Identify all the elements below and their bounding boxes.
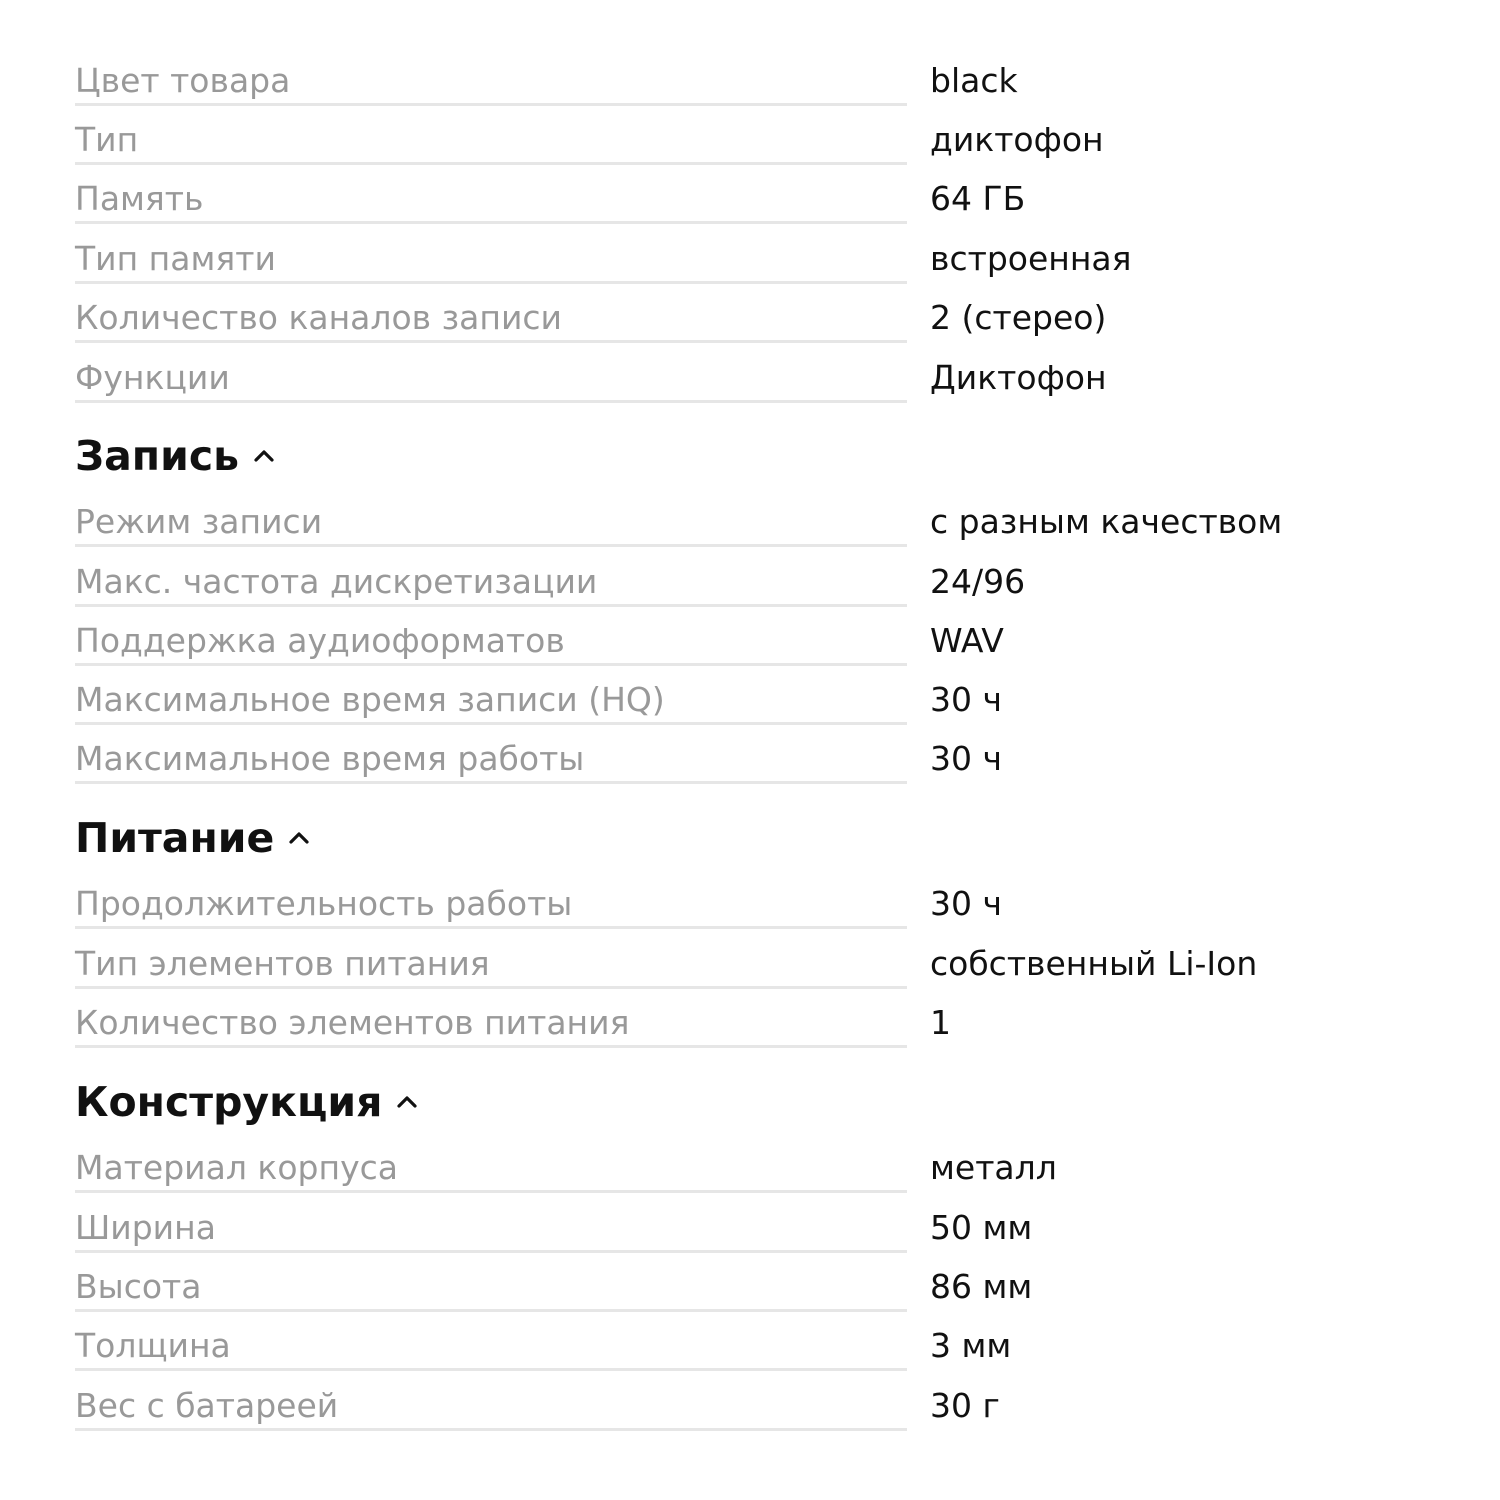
leader-line xyxy=(75,1368,907,1371)
spec-row-functions xyxy=(75,353,1425,403)
spec-row-body-material xyxy=(75,1143,1425,1193)
spec-label: Вес с батареей xyxy=(75,1386,360,1426)
spec-label: Тип элементов питания xyxy=(75,944,512,984)
spec-value: диктофон xyxy=(930,120,1104,159)
spec-value: 2 (стерео) xyxy=(930,298,1107,337)
spec-value: 30 г xyxy=(930,1386,1000,1425)
spec-row-memory xyxy=(75,174,1425,224)
chevron-up-icon xyxy=(251,446,277,466)
spec-value: 1 xyxy=(930,1003,951,1042)
spec-value: металл xyxy=(930,1148,1057,1187)
leader-line xyxy=(75,722,907,725)
spec-value: 24/96 xyxy=(930,562,1026,601)
spec-value: Диктофон xyxy=(930,358,1107,397)
leader-line xyxy=(75,1190,907,1193)
spec-row-thickness xyxy=(75,1321,1425,1371)
leader-line xyxy=(75,1250,907,1253)
spec-label: Материал корпуса xyxy=(75,1148,420,1188)
spec-row-audio-formats xyxy=(75,616,1425,666)
spec-value: black xyxy=(930,61,1018,100)
section-title: Питание xyxy=(75,814,275,862)
spec-row-sampling-rate xyxy=(75,557,1425,607)
spec-value: 30 ч xyxy=(930,884,1002,923)
chevron-up-icon xyxy=(394,1092,420,1112)
spec-row-width xyxy=(75,1203,1425,1253)
spec-row-record-mode xyxy=(75,497,1425,547)
spec-value: 3 мм xyxy=(930,1326,1012,1365)
leader-line xyxy=(75,1309,907,1312)
spec-value: встроенная xyxy=(930,239,1132,278)
spec-row-type xyxy=(75,115,1425,165)
spec-row-memory-type xyxy=(75,234,1425,284)
leader-line xyxy=(75,544,907,547)
leader-line xyxy=(75,604,907,607)
spec-value: собственный Li-Ion xyxy=(930,944,1258,983)
leader-line xyxy=(75,221,907,224)
spec-label: Толщина xyxy=(75,1326,253,1366)
leader-line xyxy=(75,281,907,284)
spec-label: Количество каналов записи xyxy=(75,298,584,338)
spec-row-battery-life xyxy=(75,879,1425,929)
leader-line xyxy=(75,400,907,403)
spec-value: 64 ГБ xyxy=(930,179,1026,218)
leader-line xyxy=(75,1045,907,1048)
spec-label: Поддержка аудиоформатов xyxy=(75,621,587,661)
spec-value: 50 мм xyxy=(930,1208,1033,1247)
spec-value: с разным качеством xyxy=(930,502,1283,541)
spec-label: Максимальное время работы xyxy=(75,739,606,779)
spec-label: Высота xyxy=(75,1267,223,1307)
spec-row-weight xyxy=(75,1381,1425,1431)
leader-line xyxy=(75,986,907,989)
spec-value: 30 ч xyxy=(930,739,1002,778)
spec-label: Память xyxy=(75,179,225,219)
spec-label: Количество элементов питания xyxy=(75,1003,651,1043)
section-title: Конструкция xyxy=(75,1078,383,1126)
spec-row-battery-type xyxy=(75,939,1425,989)
leader-line xyxy=(75,1428,907,1431)
leader-line xyxy=(75,162,907,165)
leader-line xyxy=(75,663,907,666)
spec-value: 86 мм xyxy=(930,1267,1033,1306)
leader-line xyxy=(75,340,907,343)
section-toggle-power[interactable] xyxy=(75,812,312,864)
leader-line xyxy=(75,926,907,929)
leader-line xyxy=(75,781,907,784)
spec-row-battery-count xyxy=(75,998,1425,1048)
section-title: Запись xyxy=(75,432,240,480)
section-toggle-recording[interactable] xyxy=(75,430,277,482)
spec-label: Тип xyxy=(75,120,160,160)
spec-value: 30 ч xyxy=(930,680,1002,719)
chevron-up-icon xyxy=(286,828,312,848)
spec-row-max-work-time xyxy=(75,734,1425,784)
spec-label: Продолжительность работы xyxy=(75,884,594,924)
spec-label: Функции xyxy=(75,358,252,398)
spec-row-max-record-time xyxy=(75,675,1425,725)
spec-label: Режим записи xyxy=(75,502,344,542)
spec-label: Макс. частота дискретизации xyxy=(75,562,619,602)
spec-label: Ширина xyxy=(75,1208,238,1248)
spec-row-color xyxy=(75,56,1425,106)
spec-label: Цвет товара xyxy=(75,61,312,101)
spec-value: WAV xyxy=(930,621,1004,660)
spec-row-channels xyxy=(75,293,1425,343)
spec-row-height xyxy=(75,1262,1425,1312)
spec-label: Максимальное время записи (HQ) xyxy=(75,680,687,720)
section-toggle-construction[interactable] xyxy=(75,1076,420,1128)
spec-label: Тип памяти xyxy=(75,239,298,279)
leader-line xyxy=(75,103,907,106)
